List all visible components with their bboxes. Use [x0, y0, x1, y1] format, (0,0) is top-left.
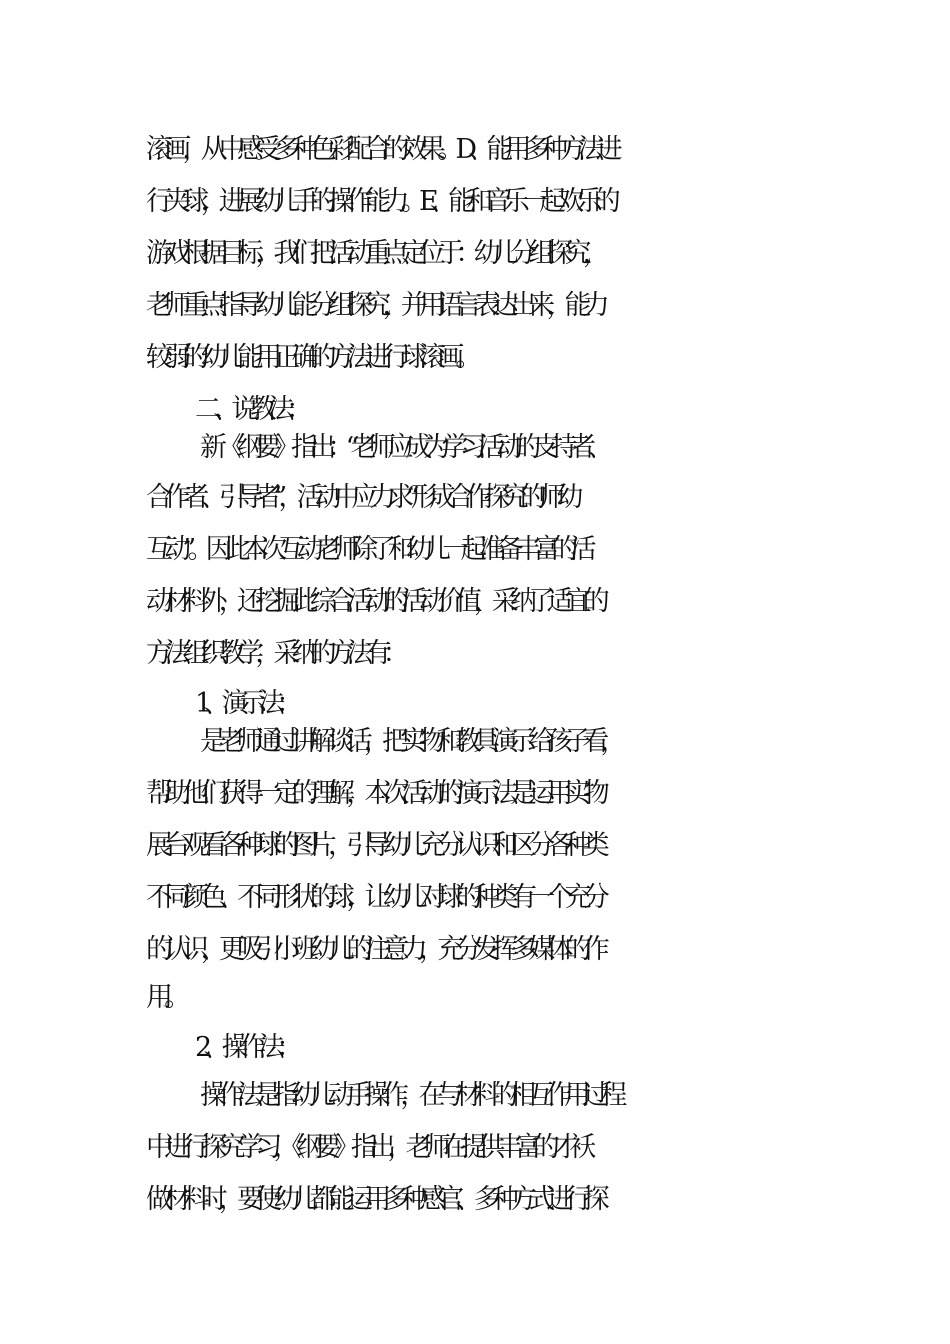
- paragraph-line: 展台观看各种球的图片，引导幼儿充分认识和区分各种类: [146, 830, 601, 861]
- paragraph-line: 较弱的幼儿能用正确的方法进行球滚画。: [146, 342, 474, 373]
- paragraph-line: 用。: [146, 982, 183, 1013]
- paragraph-line: 老师重点指导幼儿能分组探究，并用语言表达出来，能力: [146, 290, 601, 321]
- paragraph-line: 方法组织教学，采纳的方法有：: [146, 638, 401, 669]
- paragraph-line: 的认识，更吸引小班幼儿的注意力，充分发挥多媒体的作: [146, 934, 601, 965]
- paragraph-line: 新《纲要》指出：“老师应成为学习活动的支持者、: [200, 432, 606, 463]
- section-heading: 1、演示法：: [195, 688, 295, 719]
- paragraph-line: 中进行探究学习，《纲要》指出，老师在提供丰富的才袄: [146, 1132, 588, 1163]
- paragraph-line: 滚画，从中感受多种色彩配合的效果。D、能用多种方法进: [146, 134, 614, 165]
- paragraph-line: 是老师通过讲解谈话，把实物和教具演示给孩子看，: [200, 726, 619, 757]
- paragraph-line: 游戏根据目标，我们把活动重点定位于：幼儿分组探究，: [146, 238, 601, 269]
- paragraph-line: 操作法是指幼儿动手操作，在与材料的相互作用过程: [200, 1080, 619, 1111]
- paragraph-line: 做材料时，要使幼儿都能运用多种感官、多种方式进行探: [146, 1184, 601, 1215]
- section-heading: 二、说教法：: [195, 394, 305, 425]
- paragraph-line: 帮助他们获得一定的理解，本次活动的演示法是运用实物: [146, 778, 601, 809]
- paragraph-line: 不同颜色、不同形状的球，让幼儿对球的种类有一个充分: [146, 882, 601, 913]
- paragraph-line: 互动”。因此本次互动老师除了和幼儿一起准备丰富的活: [146, 534, 588, 565]
- paragraph-line: 合作者、引导者”，活动中应力求“形成合作探究的师幼: [146, 482, 575, 513]
- paragraph-line: 动材料外，还挖掘此综合活动的活动价值，采纳了适宜的: [146, 586, 601, 617]
- paragraph-line: 行夹球，进展幼儿手的操作能力。E、能和音乐一起欢乐的: [146, 186, 612, 217]
- section-heading: 2、操作法：: [195, 1032, 295, 1063]
